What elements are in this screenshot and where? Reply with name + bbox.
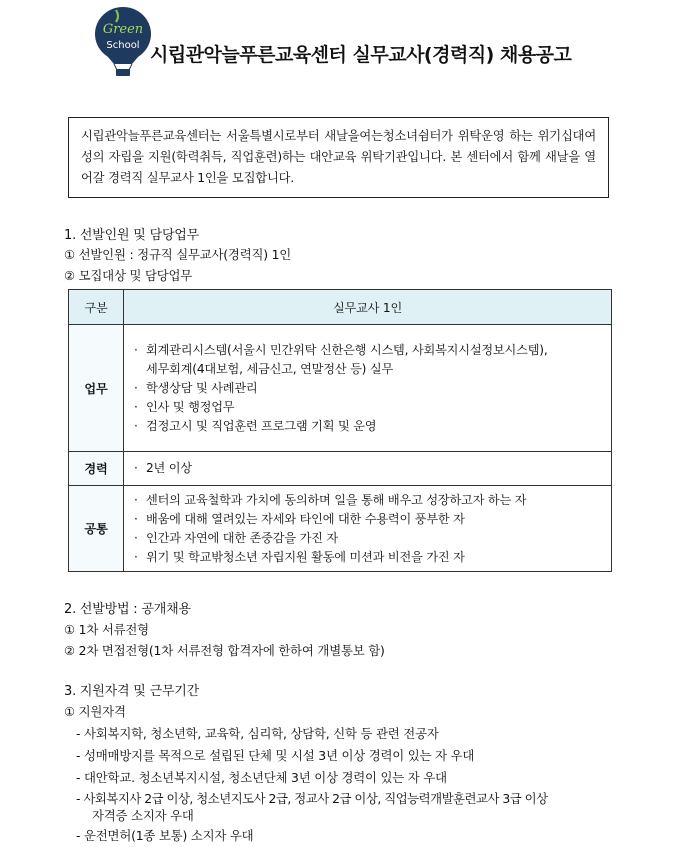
row-label-work: 업무 [69, 325, 124, 452]
intro-text: 시립관악늘푸른교육센터는 서울특별시로부터 새날을여는청소녀쉼터가 위탁운영 하는 위기십대여성의 자립을 지원(학력취득, 직업훈련)하는 대안교육 위탁기관입니다. 본 센터에서 함께 새날을 열어갈 경력직 실무교사 1인을 모집합니다. [81, 129, 596, 185]
section3-dash3: - 대안학교. 청소년복지시설, 청소년단체 3년 이상 경력이 있는 자 우대 [76, 770, 447, 785]
table-row [69, 325, 612, 452]
section2-item1: ① 1차 서류전형 [64, 622, 149, 637]
table-header-row [69, 290, 612, 325]
list-item: · 검정고시 및 직업훈련 프로그램 기획 및 운영 [134, 418, 377, 433]
green-school-logo [92, 6, 154, 78]
list-item: · 2년 이상 [134, 461, 192, 475]
row-label-career: 경력 [69, 452, 124, 486]
list-item: · 위기 및 학교밖청소년 자립지원 활동에 미션과 비전을 가진 자 [134, 549, 465, 564]
section3-dash4-continued: 자격증 소지자 우대 [92, 808, 194, 823]
logo-text-school: School [106, 40, 140, 51]
section3-heading: 3. 지원자격 및 근무기간 [64, 684, 200, 699]
list-item: · 학생상담 및 사례관리 [134, 380, 258, 395]
row-label-common: 공통 [69, 486, 124, 572]
section3-dash5: - 운전면허(1종 보통) 소지자 우대 [76, 828, 254, 843]
list-item: · 센터의 교육철학과 가치에 동의하며 일을 통해 배우고 성장하고자 하는 자 [134, 492, 527, 507]
duty-table [68, 289, 612, 572]
list-item: · 회계관리시스템(서울시 민간위탁 신한은행 시스템, 사회복지시설정보시스템), [134, 342, 548, 357]
table-row [69, 452, 612, 486]
section3-dash2: - 성매매방지를 목적으로 설립된 단체 및 시설 3년 이상 경력이 있는 자 우대 [76, 748, 475, 763]
table-header-label: 구분 [69, 290, 124, 325]
section3-dash1: - 사회복지학, 청소년학, 교육학, 심리학, 상담학, 신학 등 관련 전공자 [76, 726, 439, 741]
section2-item2: ② 2차 면접전형(1차 서류전형 합격자에 한하여 개별통보 함) [64, 643, 385, 658]
row-content-career [124, 452, 612, 486]
section1-heading: 1. 선발인원 및 담당업무 [64, 228, 200, 243]
list-item: · 배움에 대해 열려있는 자세와 타인에 대한 수용력이 풍부한 자 [134, 511, 465, 526]
logo-text-green: Green [102, 22, 144, 37]
row-content-work [124, 325, 612, 452]
list-item: · 인사 및 행정업무 [134, 399, 235, 414]
table-header-value: 실무교사 1인 [124, 290, 612, 325]
section3-item1: ① 지원자격 [64, 704, 126, 719]
table-row [69, 486, 612, 572]
section1-item1: ① 선발인원 : 정규직 실무교사(경력직) 1인 [64, 247, 292, 262]
list-item-continued: 세무회계(4대보험, 세금신고, 연말정산 등) 실무 [146, 361, 394, 376]
section1-item2: ② 모집대상 및 담당업무 [64, 268, 193, 283]
intro-box [68, 117, 609, 198]
list-item: · 인간과 자연에 대한 존중감을 가진 자 [134, 530, 338, 545]
row-content-common [124, 486, 612, 572]
section2-heading: 2. 선발방법 : 공개채용 [64, 602, 191, 617]
page-title: 시립관악늘푸른교육센터 실무교사(경력직) 채용공고 [150, 44, 572, 66]
section3-dash4: - 사회복지사 2급 이상, 청소년지도사 2급, 정교사 2급 이상, 직업능력개발훈련교사 3급 이상 [76, 791, 548, 806]
